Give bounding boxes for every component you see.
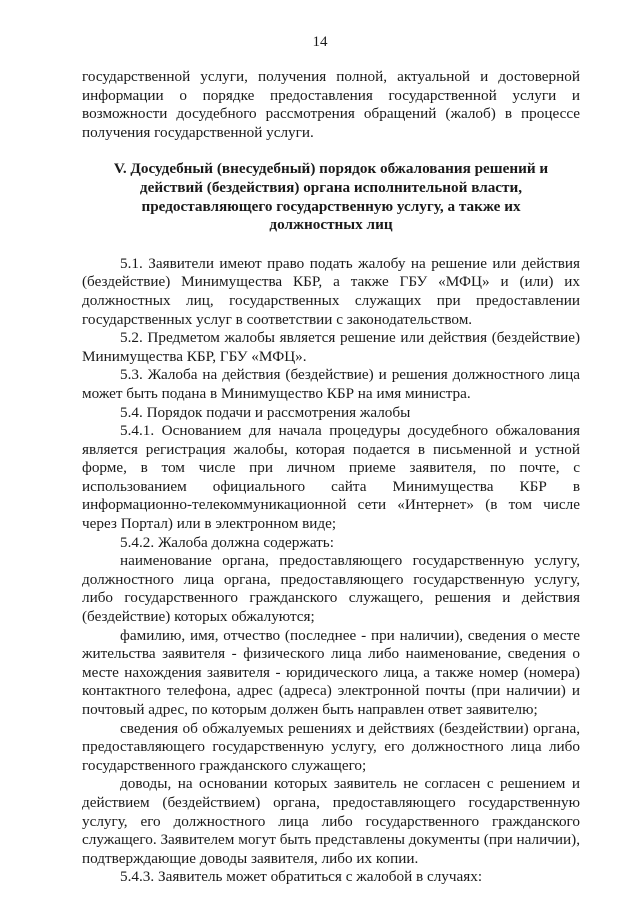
complaint-item-decisions: сведения об обжалуемых решениях и действиях (бездействии) органа, предоставляющего государственную услугу, его должностного лица либо государственного гражданского служащего; [82, 719, 580, 774]
paragraph-5-4-3: 5.4.3. Заявитель может обратиться с жалобой в случаях: [120, 868, 483, 886]
paragraph-5-4: 5.4. Порядок подачи и рассмотрения жалобы [120, 403, 411, 421]
complaint-item-organ: наименование органа, предоставляющего государственную услугу, должностного лица органа, предоставляющего государственную услугу, либо государственного гражданского служащего, решения и действия (бездействие) которых обжалуются; [82, 552, 580, 626]
page-number: 14 [312, 34, 328, 50]
complaint-item-arguments: доводы, на основании которых заявитель не согласен с решением и действием (бездействием) органа, предоставляющего государственную услугу, его должностного лица либо государственного гражданского служащего. Заявителем могут быть представлены документы (при наличии), подтверждающие доводы заявителя, либо их копии. [82, 775, 580, 867]
paragraph-5-2: 5.2. Предметом жалобы является решение или действия (бездействие) Минимущества КБР, ГБУ «МФЦ». [82, 329, 580, 365]
paragraph-5-3: 5.3. Жалоба на действия (бездействие) и решения должностного лица может быть подана в Минимущество КБР на имя министра. [82, 366, 580, 402]
document-body [82, 68, 580, 887]
paragraph-5-4-2: 5.4.2. Жалоба должна содержать: [120, 533, 334, 551]
complaint-item-applicant: фамилию, имя, отчество (последнее - при наличии), сведения о месте жительства заявителя - физического лица либо наименование, сведения о месте нахождения заявителя - юридического лица, а также номер (номера) контактного телефона, адрес (адреса) электронной почты (при наличии) и почтовый адрес, по которым должен быть направлен ответ заявителю; [82, 626, 580, 718]
paragraph-5-4-1: 5.4.1. Основанием для начала процедуры досудебного обжалования является регистрация жалобы, которая подается в письменной и устной форме, в том числе при личном приеме заявителя, по почте, с использованием официального сайта Минимущества КБР в информационно-телекоммуникационной сети «Интернет» (в том числе через Портал) или в электронном виде; [82, 422, 580, 533]
intro-paragraph: государственной услуги, получения полной, актуальной и достоверной информации о порядке предоставления государственной услуги и возможности досудебного рассмотрения обращений (жалоб) в процессе получения государственной услуги. [82, 68, 580, 141]
section-heading: V. Досудебный (внесудебный) порядок обжалования решений и действий (бездействия) органа исполнительной власти, предоставляющего государственную услугу, а также их должностных лиц [113, 160, 549, 234]
paragraph-5-1: 5.1. Заявители имеют право подать жалобу на решение или действия (бездействие) Минимущества КБР, а также ГБУ «МФЦ» и (или) их должностных лиц, государственных служащих при предоставлении государственных услуг в соответствии с законодательством. [82, 254, 580, 328]
